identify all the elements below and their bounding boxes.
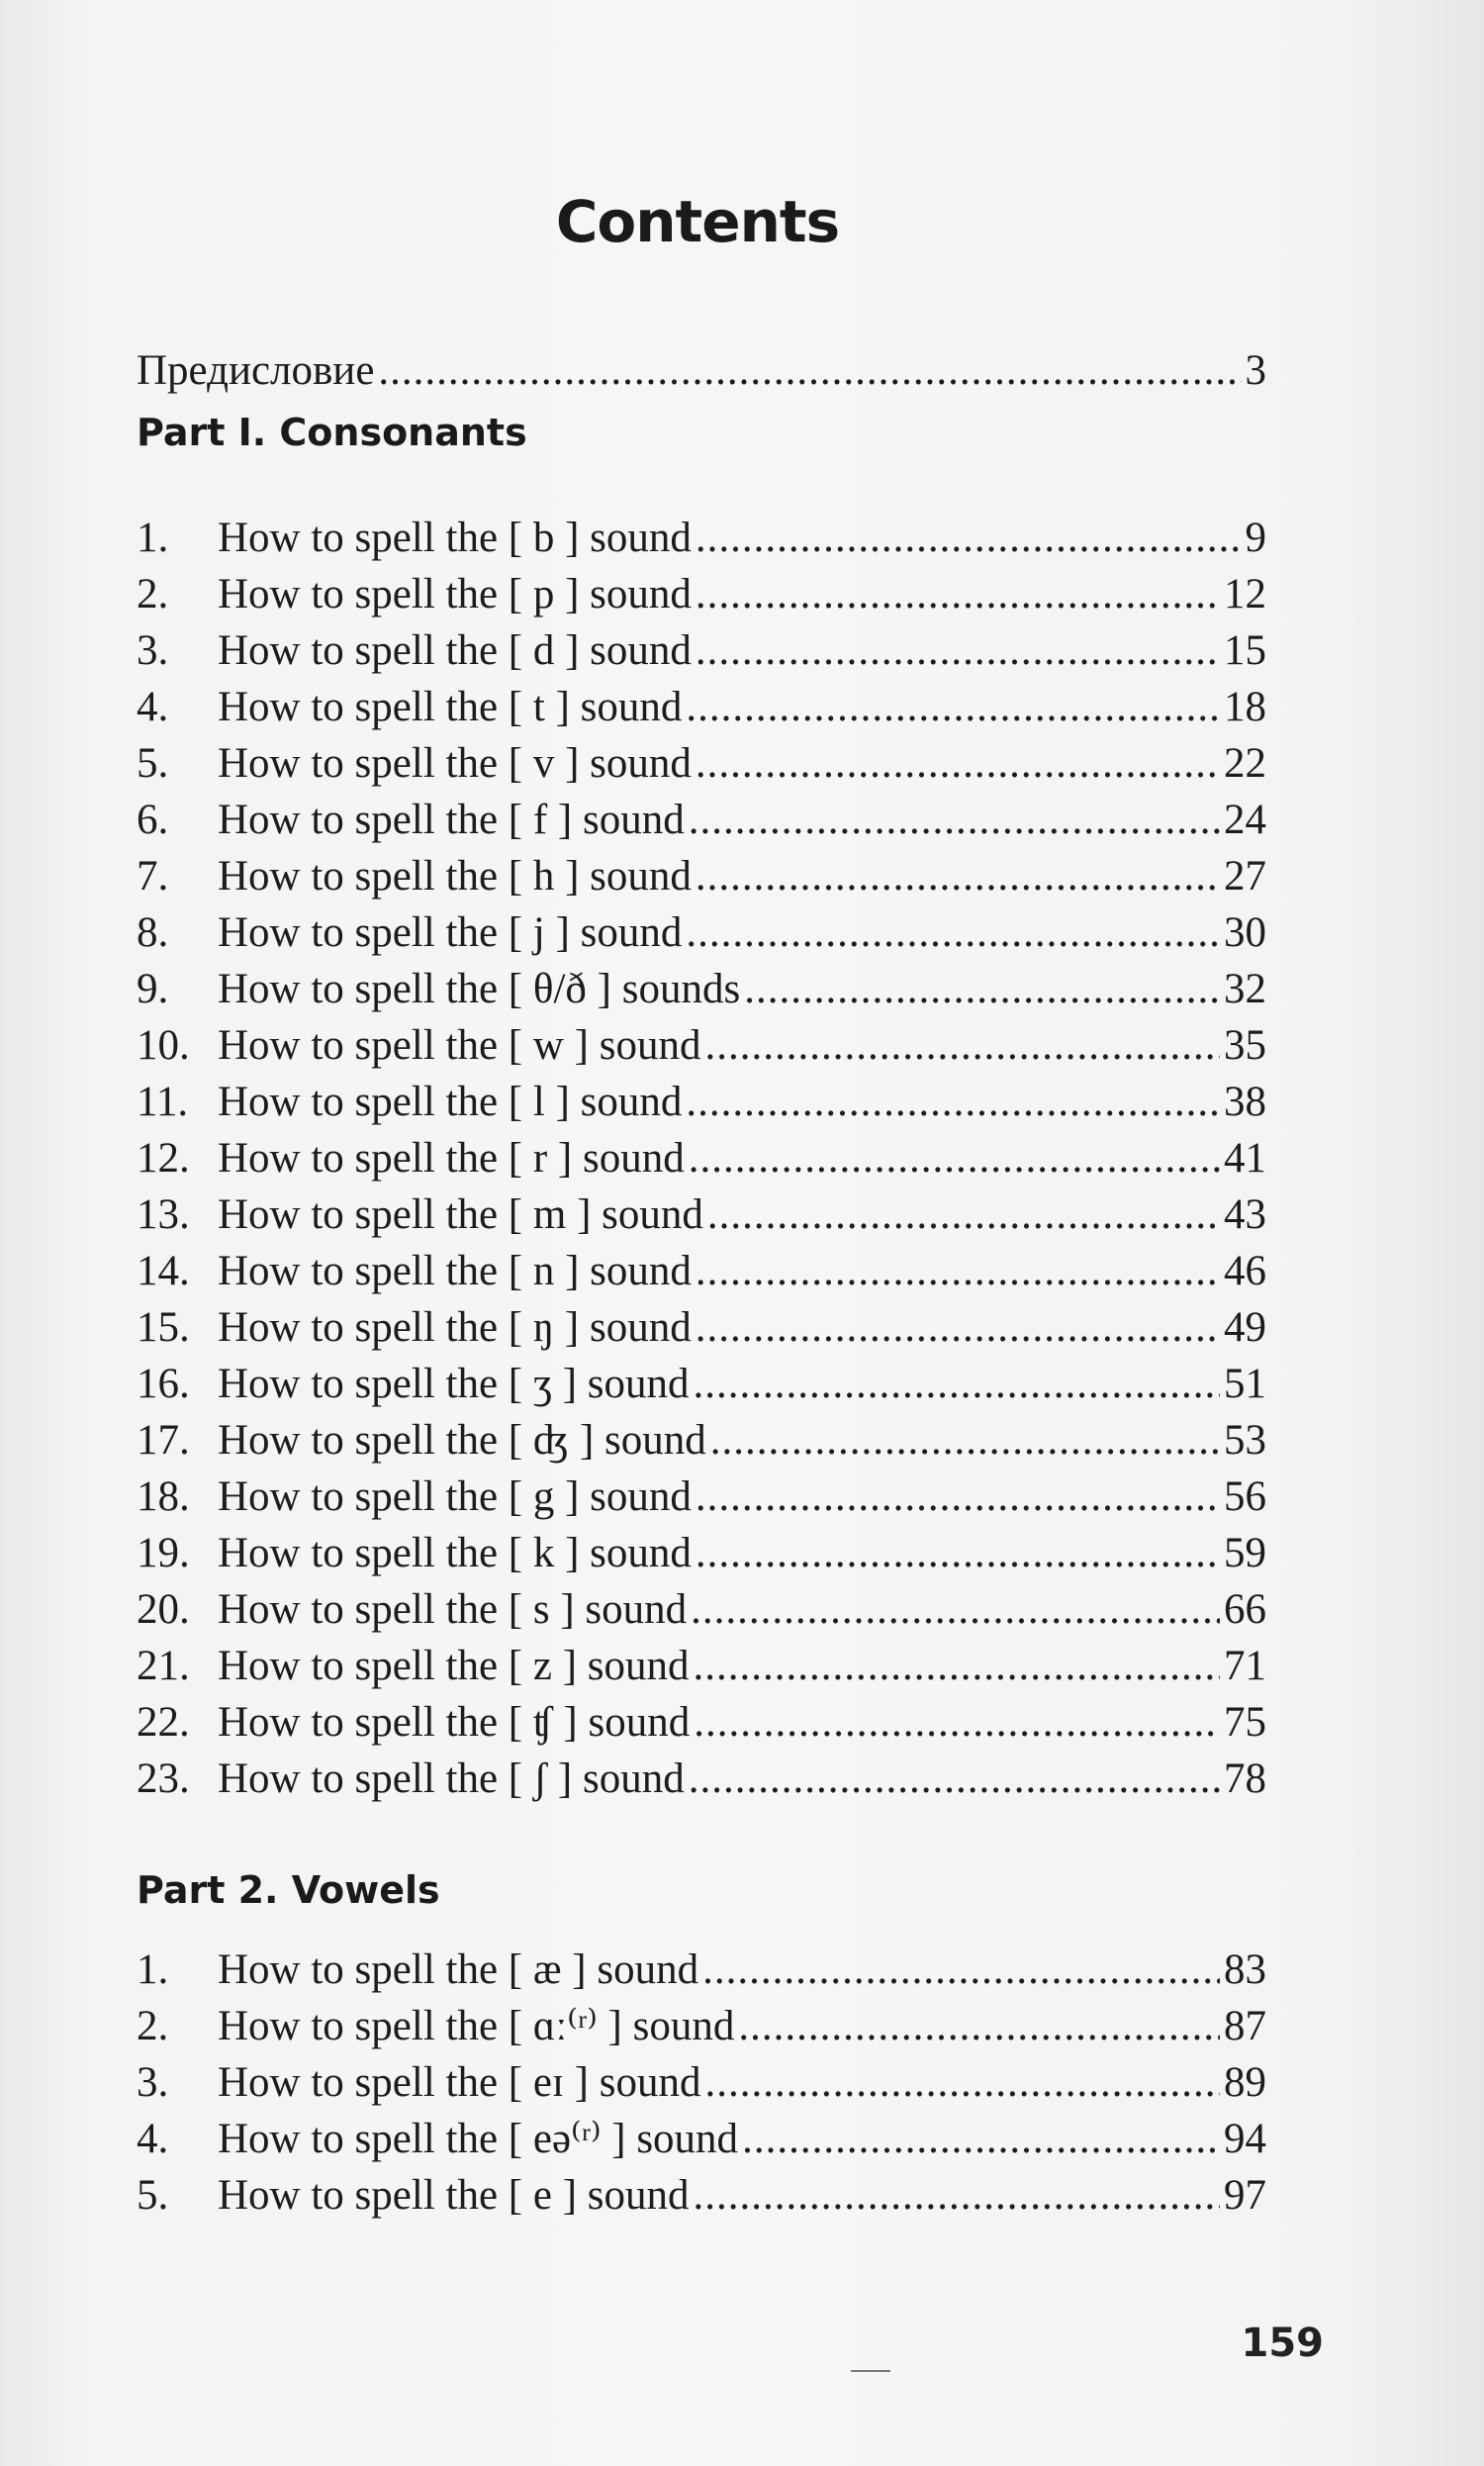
toc-page-number: 87 xyxy=(1224,2003,1266,2049)
toc-item-number: 14. xyxy=(137,1248,190,1294)
toc-label: How to spell the [ g ] sound xyxy=(218,1473,692,1520)
toc-row xyxy=(137,1944,1266,1997)
toc-leader-dots xyxy=(691,1583,1220,1637)
toc-label: Предисловие xyxy=(137,347,375,394)
toc-label: How to spell the [ m ] sound xyxy=(218,1191,703,1238)
toc-row xyxy=(137,906,1266,960)
toc-page-number: 83 xyxy=(1224,1946,1266,1993)
toc-row xyxy=(137,1583,1266,1637)
toc-row xyxy=(137,1696,1266,1750)
toc-label: How to spell the [ k ] sound xyxy=(218,1530,692,1576)
toc-label: How to spell the [ d ] sound xyxy=(218,627,692,674)
toc-label: How to spell the [ t ] sound xyxy=(218,684,683,730)
toc-leader-dots xyxy=(696,737,1220,791)
toc-item-number: 15. xyxy=(137,1304,190,1351)
toc-label: How to spell the [ f ] sound xyxy=(218,797,685,843)
toc-page-number: 30 xyxy=(1224,909,1266,956)
toc-row xyxy=(137,512,1266,565)
toc-item-number: 18. xyxy=(137,1473,190,1520)
toc-item-number: 3. xyxy=(137,2059,169,2106)
toc-row xyxy=(137,1019,1266,1073)
toc-row xyxy=(137,794,1266,847)
toc-row xyxy=(137,1245,1266,1298)
toc-label: How to spell the [ l ] sound xyxy=(218,1079,683,1125)
toc-page-number: 32 xyxy=(1224,966,1266,1012)
toc-row xyxy=(137,1188,1266,1242)
toc-leader-dots xyxy=(689,1132,1220,1186)
toc-row xyxy=(137,850,1266,903)
toc-item-number: 21. xyxy=(137,1643,190,1689)
toc-leader-dots xyxy=(744,963,1220,1016)
toc-row xyxy=(137,1470,1266,1524)
toc-page-number: 94 xyxy=(1224,2116,1266,2162)
toc-item-number: 10. xyxy=(137,1022,190,1069)
toc-leader-dots xyxy=(689,1753,1220,1806)
toc-leader-dots xyxy=(704,2056,1220,2110)
toc-leader-dots xyxy=(689,794,1220,847)
toc-item-number: 17. xyxy=(137,1417,190,1464)
toc-row xyxy=(137,624,1266,678)
toc-row xyxy=(137,1076,1266,1129)
toc-leader-dots xyxy=(686,906,1220,960)
toc-item-number: 4. xyxy=(137,2116,169,2162)
toc-label: How to spell the [ n ] sound xyxy=(218,1248,692,1294)
toc-item-number: 4. xyxy=(137,684,169,730)
toc-page-number: 46 xyxy=(1224,1248,1266,1294)
toc-row xyxy=(137,681,1266,734)
toc-page-number: 97 xyxy=(1224,2172,1266,2219)
toc-leader-dots xyxy=(686,681,1220,734)
toc-item-number: 1. xyxy=(137,1946,169,1993)
toc-page-number: 35 xyxy=(1224,1022,1266,1069)
toc-label: How to spell the [ w ] sound xyxy=(218,1022,701,1069)
toc-label: How to spell the [ eə⁽ʳ⁾ ] sound xyxy=(218,2116,739,2162)
toc-leader-dots xyxy=(696,512,1242,565)
toc-leader-dots xyxy=(696,568,1220,621)
toc-leader-dots xyxy=(694,1640,1220,1693)
toc-page-number: 66 xyxy=(1224,1586,1266,1633)
toc-page-number: 24 xyxy=(1224,797,1266,843)
toc-leader-dots xyxy=(702,1944,1220,1997)
toc-row xyxy=(137,737,1266,791)
toc-leader-dots xyxy=(694,1358,1220,1411)
toc-item-number: 8. xyxy=(137,909,169,956)
toc-leader-dots xyxy=(378,344,1241,398)
toc-item-number: 19. xyxy=(137,1530,190,1576)
toc-label: How to spell the [ r ] sound xyxy=(218,1135,685,1182)
toc-label: How to spell the [ ʒ ] sound xyxy=(218,1361,690,1407)
toc-row xyxy=(137,1640,1266,1693)
toc-item-number: 3. xyxy=(137,627,169,674)
toc-page-number: 56 xyxy=(1224,1473,1266,1520)
toc-label: How to spell the [ ʤ ] sound xyxy=(218,1417,706,1464)
toc-item-number: 16. xyxy=(137,1361,190,1407)
toc-page-number: 41 xyxy=(1224,1135,1266,1182)
toc-row xyxy=(137,963,1266,1016)
toc-page-number: 22 xyxy=(1224,740,1266,787)
toc-page-number: 53 xyxy=(1224,1417,1266,1464)
toc-leader-dots xyxy=(738,2000,1220,2053)
toc-row xyxy=(137,1132,1266,1186)
toc-leader-dots xyxy=(710,1414,1220,1468)
toc-label: How to spell the [ ŋ ] sound xyxy=(218,1304,692,1351)
toc-page-number: 38 xyxy=(1224,1079,1266,1125)
toc-item-number: 6. xyxy=(137,797,169,843)
toc-row xyxy=(137,2113,1266,2166)
toc-leader-dots xyxy=(696,1245,1220,1298)
toc-page-number: 51 xyxy=(1224,1361,1266,1407)
toc-row xyxy=(137,1414,1266,1468)
toc-page-number: 75 xyxy=(1224,1699,1266,1746)
toc-item-number: 2. xyxy=(137,2003,169,2049)
toc-leader-dots xyxy=(696,1301,1220,1355)
toc-page-number: 18 xyxy=(1224,684,1266,730)
toc-label: How to spell the [ e ] sound xyxy=(218,2172,690,2219)
toc-row xyxy=(137,1527,1266,1580)
toc-row xyxy=(137,2056,1266,2110)
toc-leader-dots xyxy=(704,1019,1220,1073)
toc-page-number: 9 xyxy=(1245,515,1266,561)
toc-item-number: 11. xyxy=(137,1079,189,1125)
toc-leader-dots xyxy=(694,1696,1220,1750)
toc-item-number: 5. xyxy=(137,740,169,787)
toc-page-number: 59 xyxy=(1224,1530,1266,1576)
toc-page-number: 43 xyxy=(1224,1191,1266,1238)
toc-label: How to spell the [ θ/ð ] sounds xyxy=(218,966,741,1012)
toc-label: How to spell the [ s ] sound xyxy=(218,1586,688,1633)
toc-row xyxy=(137,1358,1266,1411)
toc-item-number: 1. xyxy=(137,515,169,561)
toc-item-number: 7. xyxy=(137,853,169,900)
toc-item-number: 13. xyxy=(137,1191,190,1238)
toc-page-number: 3 xyxy=(1245,347,1266,394)
toc-page-number: 12 xyxy=(1224,571,1266,617)
toc-item-number: 2. xyxy=(137,571,169,617)
toc-row-preface xyxy=(137,344,1266,398)
toc-leader-dots xyxy=(696,624,1220,678)
toc-label: How to spell the [ z ] sound xyxy=(218,1643,690,1689)
toc-leader-dots xyxy=(694,2169,1220,2223)
toc-label: How to spell the [ b ] sound xyxy=(218,515,692,561)
page-number: 159 xyxy=(1241,2321,1324,2366)
toc-leader-dots xyxy=(686,1076,1220,1129)
toc-page-number: 27 xyxy=(1224,853,1266,900)
toc-leader-dots xyxy=(696,1527,1220,1580)
toc-page-number: 49 xyxy=(1224,1304,1266,1351)
toc-item-number: 9. xyxy=(137,966,169,1012)
toc-item-number: 12. xyxy=(137,1135,190,1182)
toc-leader-dots xyxy=(696,1470,1220,1524)
toc-page-number: 71 xyxy=(1224,1643,1266,1689)
toc-row xyxy=(137,2000,1266,2053)
toc-label: How to spell the [ p ] sound xyxy=(218,571,692,617)
toc-label: How to spell the [ j ] sound xyxy=(218,909,683,956)
toc-label: How to spell the [ æ ] sound xyxy=(218,1946,699,1993)
toc-leader-dots xyxy=(707,1188,1220,1242)
toc-page-number: 78 xyxy=(1224,1755,1266,1802)
page-title: Contents xyxy=(555,188,840,255)
section-heading-part2: Part 2. Vowels xyxy=(137,1868,440,1912)
toc-leader-dots xyxy=(696,850,1220,903)
toc-row xyxy=(137,2169,1266,2223)
toc-row xyxy=(137,1301,1266,1355)
toc-row xyxy=(137,568,1266,621)
toc-item-number: 20. xyxy=(137,1586,190,1633)
toc-leader-dots xyxy=(742,2113,1220,2166)
toc-item-number: 5. xyxy=(137,2172,169,2219)
toc-label: How to spell the [ ɑː⁽ʳ⁾ ] sound xyxy=(218,2003,735,2049)
toc-page-number: 89 xyxy=(1224,2059,1266,2106)
toc-label: How to spell the [ eɪ ] sound xyxy=(218,2059,701,2106)
toc-page-number: 15 xyxy=(1224,627,1266,674)
toc-row xyxy=(137,1753,1266,1806)
toc-label: How to spell the [ ʧ ] sound xyxy=(218,1699,691,1746)
toc-label: How to spell the [ v ] sound xyxy=(218,740,692,787)
toc-label: How to spell the [ h ] sound xyxy=(218,853,692,900)
toc-item-number: 23. xyxy=(137,1755,190,1802)
toc-item-number: 22. xyxy=(137,1699,190,1746)
section-heading-part1: Part I. Consonants xyxy=(137,411,527,454)
toc-label: How to spell the [ ʃ ] sound xyxy=(218,1755,685,1802)
footer-divider xyxy=(851,2370,890,2372)
